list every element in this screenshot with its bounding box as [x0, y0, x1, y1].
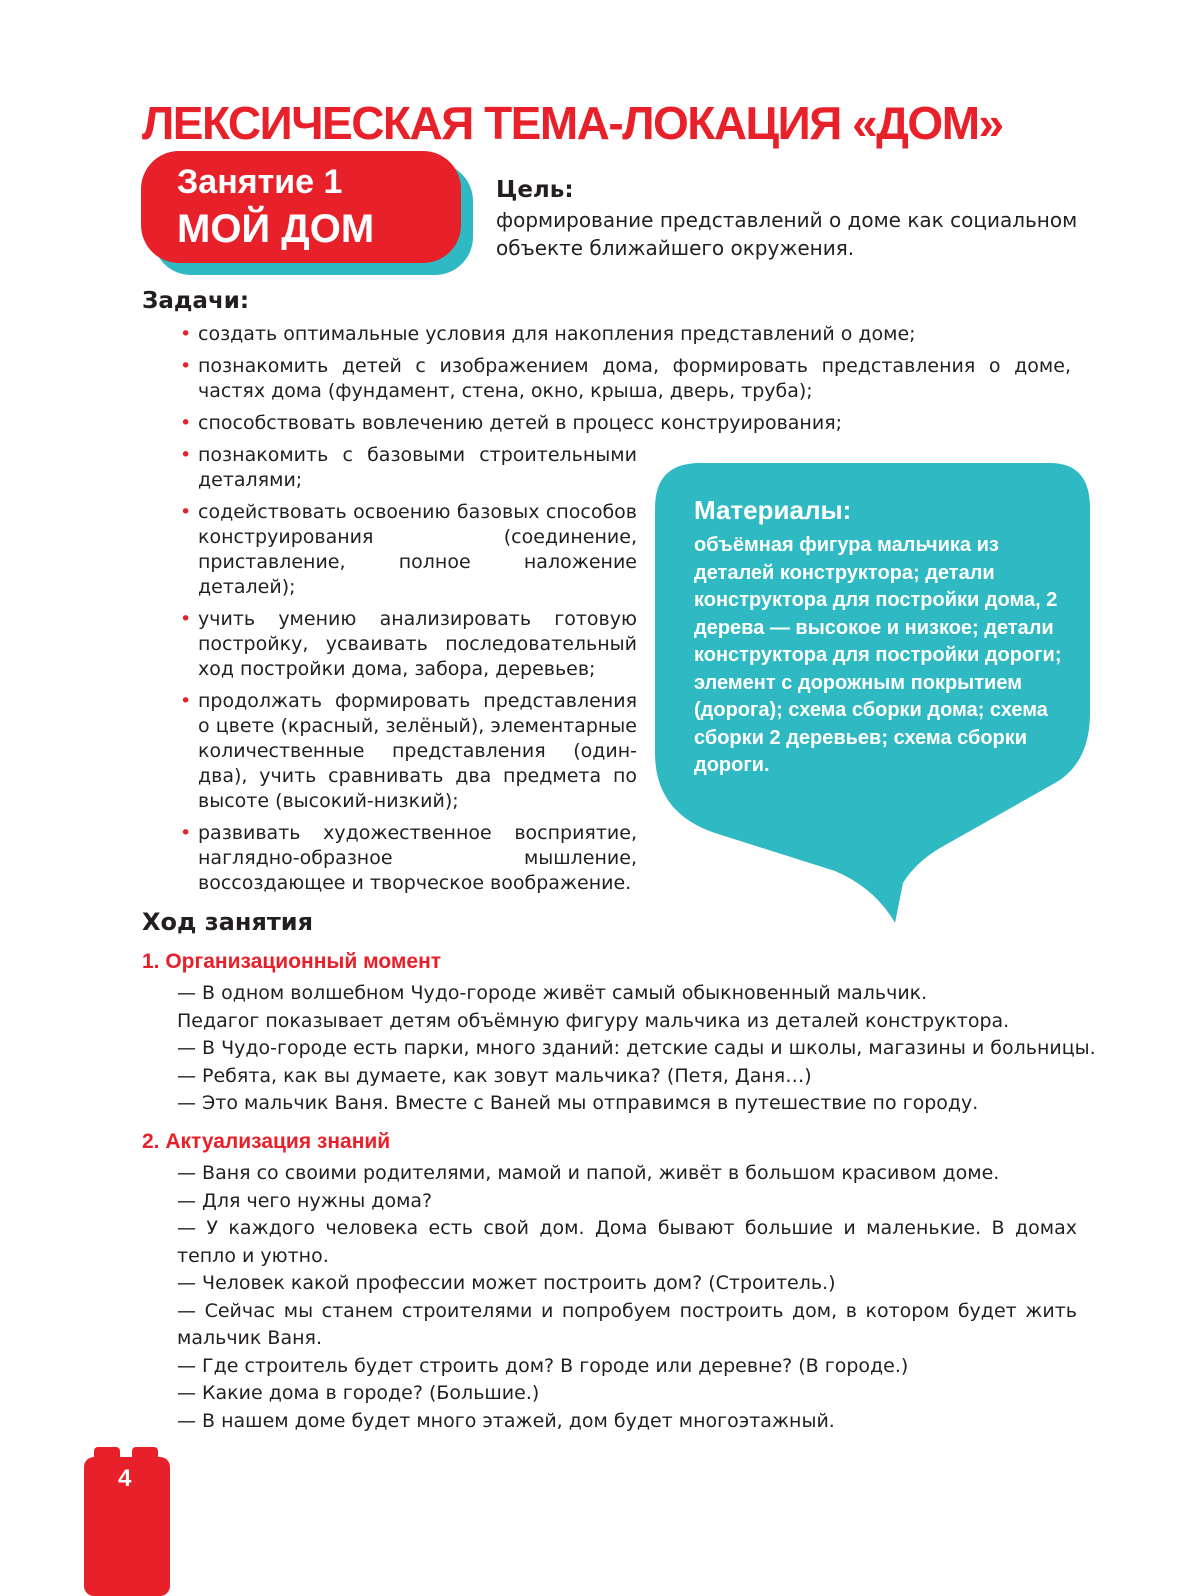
task-text: продолжать формировать представления о цвете (красный, зелёный), элементарные количественные представления (один-два), учить сравнивать два предмета по высоте (высокий-низкий); [198, 690, 637, 812]
tasks-heading: Задачи: [142, 288, 250, 314]
bullet-icon: • [180, 690, 192, 712]
section-lines [177, 1160, 1082, 1435]
lesson-name: МОЙ ДОМ [177, 207, 375, 251]
materials-text: объёмная фигура мальчика из деталей конструктора; детали конструктора для постройки дома, 2 дерева — высокое и низкое; детали конструктора для постройки дороги; элемент с дорожным покрытием (дорога); схема сборки дома; схема сборки 2 деревьев; схема сборки дороги. [694, 534, 1062, 776]
dialogue-line: Педагог показывает детям объёмную фигуру мальчика из деталей конструктора. [177, 1009, 1010, 1032]
lesson-badge [141, 151, 461, 263]
dialogue-line: — Сейчас мы станем строителями и попробуем построить дом, в котором будет жить мальчик Ваня. [177, 1299, 1077, 1349]
section-heading: 2. Актуализация знаний [142, 1130, 391, 1153]
progress-heading: Ход занятия [142, 908, 313, 936]
task-item [142, 322, 1071, 347]
bullet-icon: • [180, 501, 192, 523]
bullet-icon: • [180, 608, 192, 630]
task-text: учить умению анализировать готовую постройку, усваивать последовательный ход постройки дома, забора, деревьев; [198, 608, 637, 680]
dialogue-line: — Ребята, как вы думаете, как зовут мальчика? (Петя, Даня…) [177, 1064, 812, 1087]
bullet-icon: • [180, 323, 192, 345]
section-org-moment [142, 948, 1096, 1118]
materials-block [694, 494, 1074, 780]
bullet-icon: • [180, 355, 192, 377]
task-item [142, 689, 637, 814]
bullet-icon: • [180, 822, 192, 844]
goal-block [496, 176, 1096, 262]
task-text: содействовать освоению базовых способов конструирования (соединение, приставление, полное наложение деталей); [198, 501, 637, 598]
dialogue-line: — В нашем доме будет много этажей, дом будет многоэтажный. [177, 1409, 835, 1432]
bullet-icon: • [180, 444, 192, 466]
dialogue-line: — Ваня со своими родителями, мамой и папой, живёт в большом красивом доме. [177, 1162, 1000, 1184]
dialogue-line: — Для чего нужны дома? [177, 1189, 433, 1212]
task-text: познакомить с базовыми строительными деталями; [198, 444, 637, 491]
dialogue-line: — Человек какой профессии может построить дом? (Строитель.) [177, 1272, 836, 1294]
task-item [142, 607, 637, 682]
bullet-icon: • [180, 412, 192, 434]
dialogue-line: — Где строитель будет строить дом? В городе или деревне? (В городе.) [177, 1354, 909, 1377]
task-item [142, 354, 1071, 404]
dialogue-line: — В одном волшебном Чудо-городе живёт самый обыкновенный мальчик. [177, 982, 928, 1004]
section-lines [177, 980, 1096, 1118]
dialogue-line: — Это мальчик Ваня. Вместе с Ваней мы отправимся в путешествие по городу. [177, 1092, 979, 1114]
page-number: 4 [118, 1465, 132, 1492]
task-item [142, 411, 1071, 436]
section-knowledge-update [142, 1128, 1082, 1435]
task-text: способствовать вовлечению детей в процесс конструирования; [198, 412, 843, 434]
page-title: ЛЕКСИЧЕСКАЯ ТЕМА-ЛОКАЦИЯ «ДОМ» [142, 97, 1003, 149]
materials-heading: Материалы: [694, 495, 852, 525]
dialogue-line: — Какие дома в городе? (Большие.) [177, 1382, 540, 1404]
section-heading: 1. Организационный момент [142, 950, 442, 973]
task-text: развивать художественное восприятие, наглядно-образное мышление, воссоздающее и творческое воображение. [198, 822, 637, 894]
task-item [142, 443, 637, 493]
task-text: создать оптимальные условия для накопления представлений о доме; [198, 323, 916, 345]
dialogue-line: — У каждого человека есть свой дом. Дома бывают большие и маленькие. В домах тепло и уютно. [177, 1217, 1077, 1267]
dialogue-line: — В Чудо-городе есть парки, много зданий: детские сады и школы, магазины и больницы. [177, 1037, 1096, 1059]
goal-text: формирование представлений о доме как социальном объекте ближайшего окружения. [496, 208, 1078, 260]
task-item [142, 500, 637, 600]
task-item [142, 821, 637, 896]
goal-heading: Цель: [496, 177, 574, 203]
lesson-number: Занятие 1 [177, 163, 343, 201]
task-text: познакомить детей с изображением дома, формировать представления о доме, частях дома (фундамент, стена, окно, крыша, дверь, труба); [198, 355, 1071, 402]
